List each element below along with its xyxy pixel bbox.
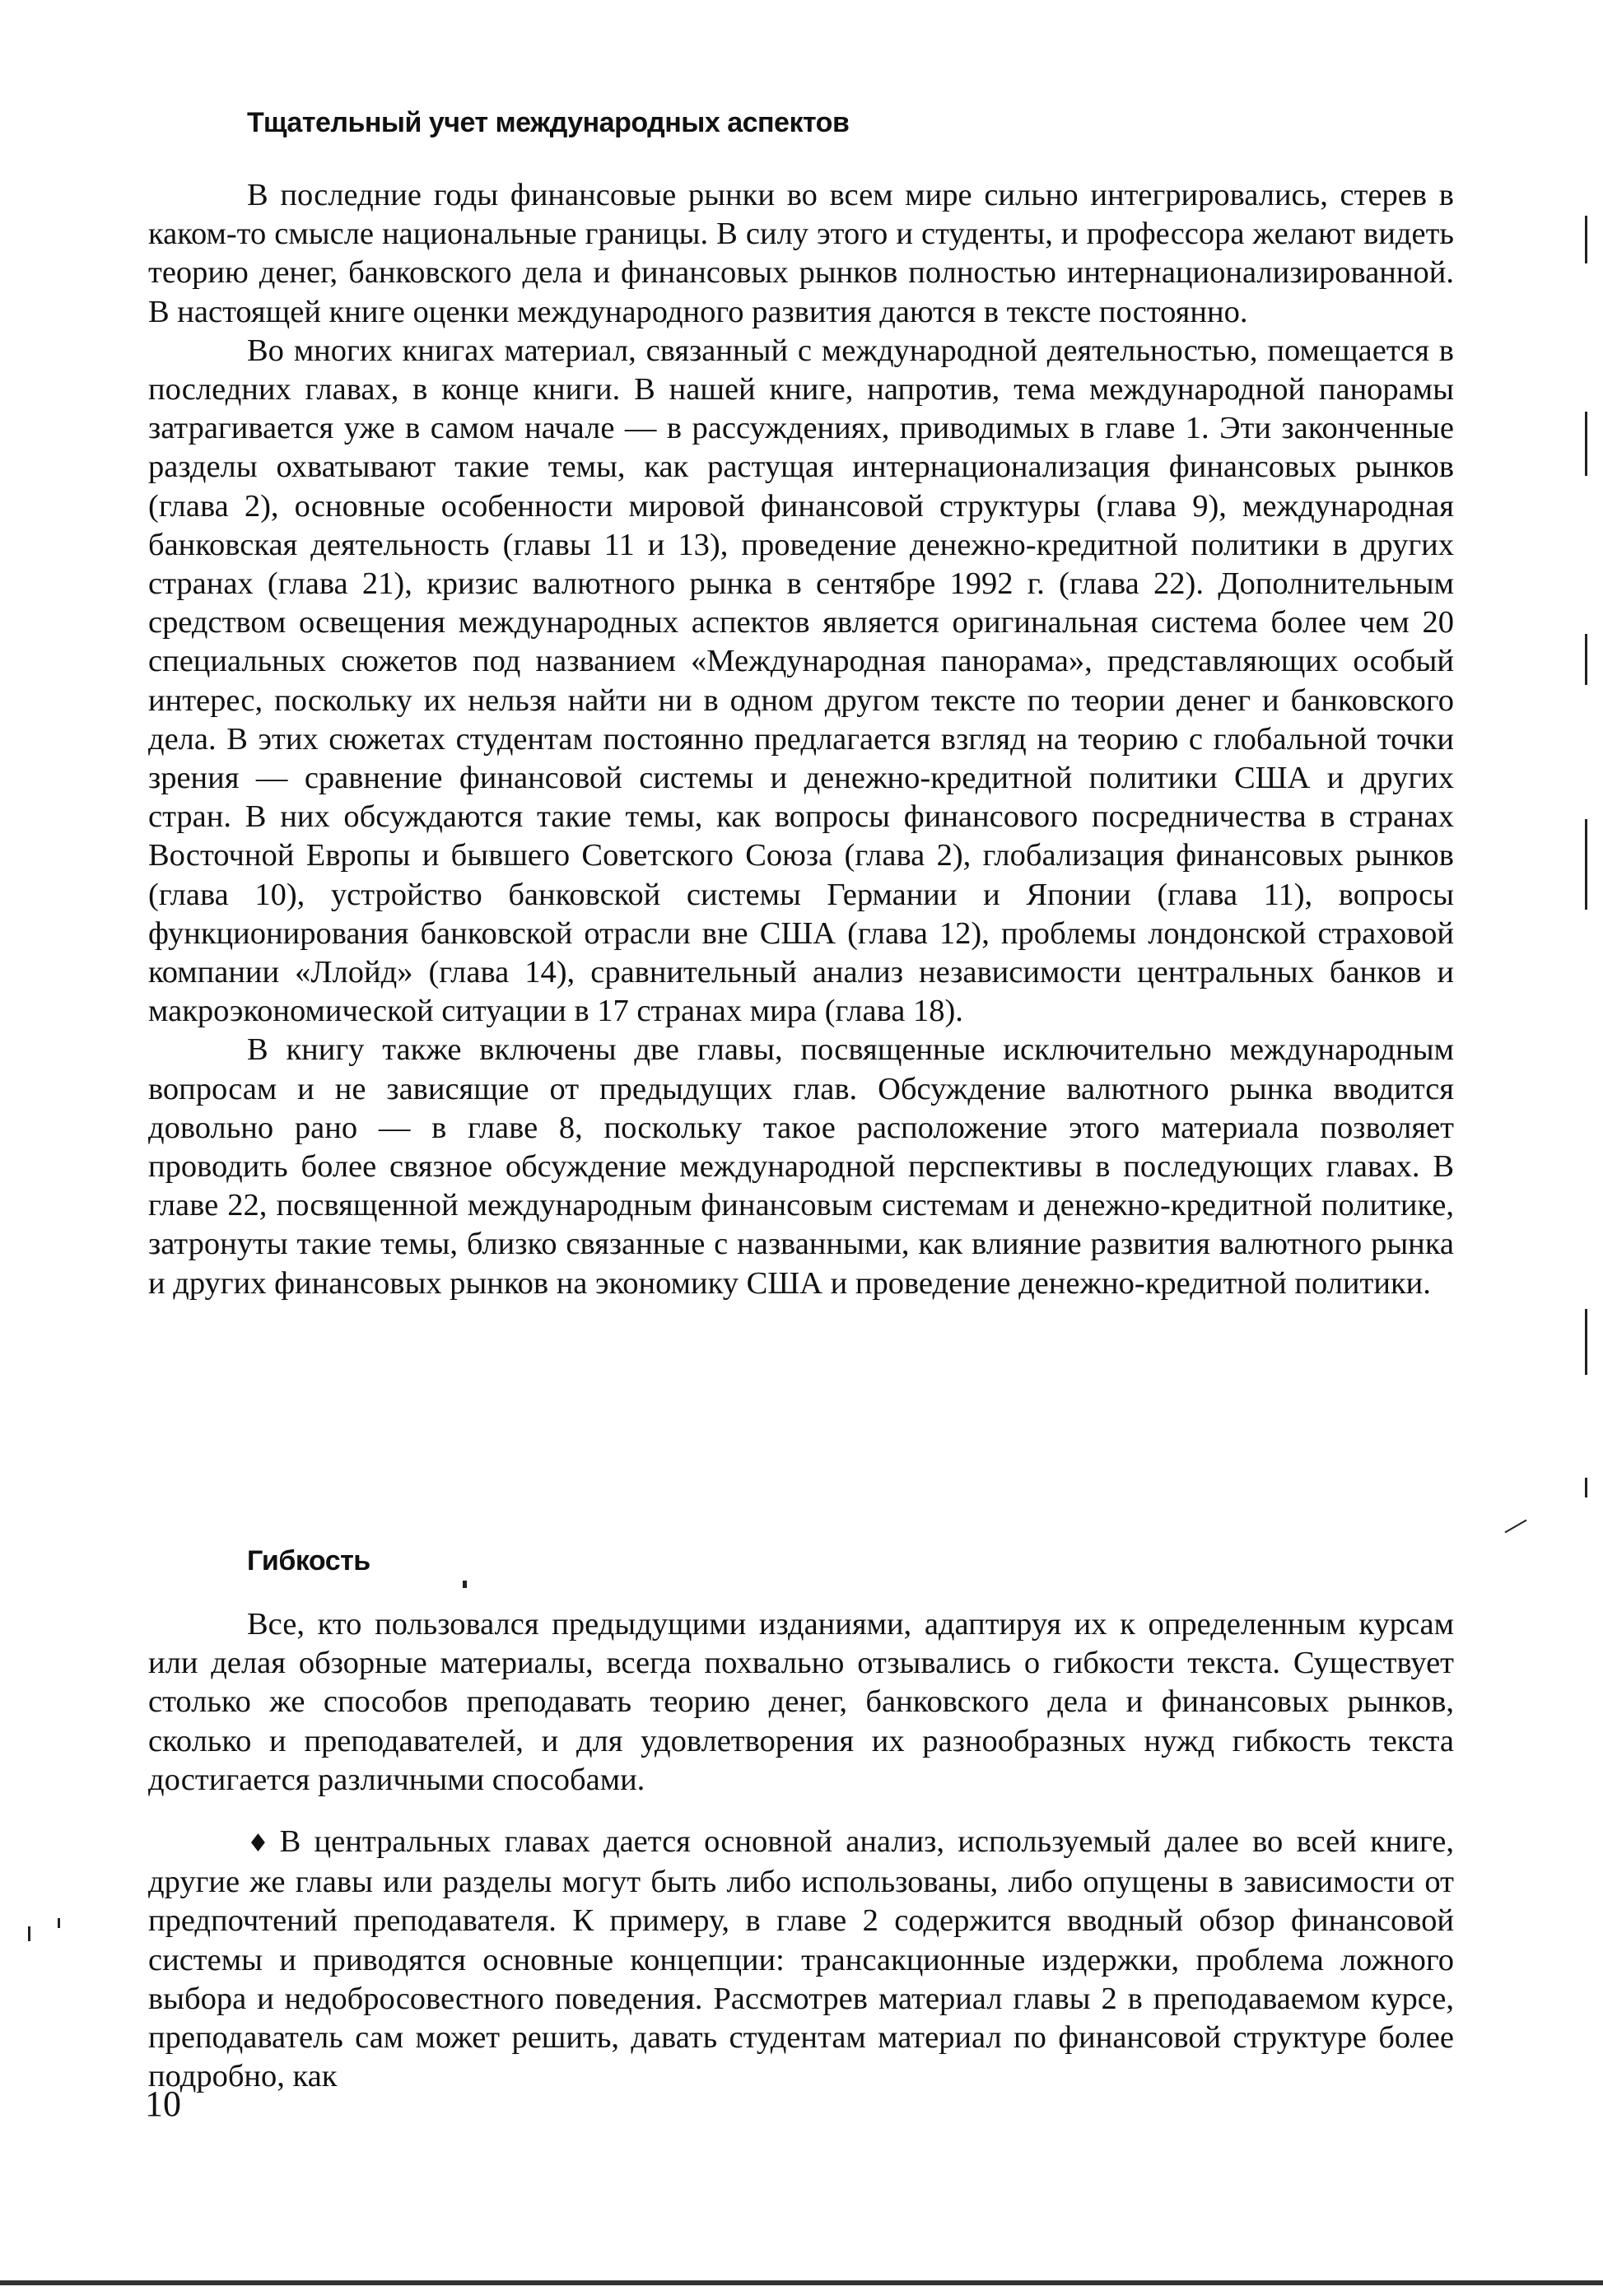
- page-edge-line: [0, 2280, 1603, 2285]
- scan-mark: [1585, 412, 1587, 476]
- paragraph: В книгу также включены две главы, посвященные исключительно международным вопросам и не зависящие от предыдущих глав. Обсуждение валютного рынка вводится довольно рано — в главе 8, поскольку такое расположение этого материала позволяет проводить более связное обсуждение международной перспективы в последующих главах. В главе 22, посвященной международным финансовым системам и денежно-кредитной политике, затронуты такие темы, близко связанные с названными, как влияние развития валютного рынка и других финансовых рынков на экономику США и проведение денежно-кредитной политики.: [148, 1032, 1454, 1301]
- scan-mark: [28, 1926, 30, 1941]
- diamond-bullet-icon: ♦: [247, 1829, 275, 1859]
- section-body-international: [148, 176, 1454, 1303]
- scan-mark: [1585, 1309, 1587, 1375]
- section-heading-flexibility: Гибкость: [247, 1545, 370, 1576]
- paragraph: Во многих книгах материал, связанный с международной деятельностью, помещается в последних главах, в конце книги. В нашей книге, напротив, тема международной панорамы затрагивается уже в самом начале — в рассуждениях, приводимых в главе 1. Эти законченные разделы охватывают такие темы, как растущая интернационализация финансовых рынков (глава 2), основные особенности мировой финансовой структуры (глава 9), международная банковская деятельность (главы 11 и 13), проведение денежно-кредитной политики в других странах (глава 21), кризис валютного рынка в сентябре 1992 г. (глава 22). Дополнительным средством освещения международных аспектов является оригинальная система более чем 20 специальных сюжетов под названием «Международная панорама», представляющих особый интерес, поскольку их нельзя найти ни в одном другом тексте по теории денег и банковского дела. В этих сюжетах студентам постоянно предлагается взгляд на теорию с глобальной точки зрения — сравнение финансовой системы и денежно-кредитной политики США и других стран. В них обсуждаются такие темы, как вопросы финансового посредничества в странах Восточной Европы и бывшего Советского Союза (глава 2), глобализация финансовых рынков (глава 10), устройство банковской системы Германии и Японии (глава 11), вопросы функционирования банковской отрасли вне США (глава 12), проблемы лондонской страховой компании «Ллойд» (глава 14), сравнительный анализ независимости центральных банков и макроэкономической ситуации в 17 странах мира (глава 18).: [148, 333, 1454, 1029]
- scan-mark: [1585, 216, 1587, 263]
- paragraph: Все, кто пользовался предыдущими изданиями, адаптируя их к определенным курсам или делая обзорные материалы, всегда похвально отзывались о гибкости текста. Существует столько же способов преподавать теорию денег, банковского дела и финансовых рынков, сколько и преподавателей, и для удовлетворения их разнообразных нужд гибкость текста достигается различными способами.: [148, 1607, 1454, 1797]
- bullet-paragraph-text: В центральных главах дается основной анализ, используемый далее во всей книге, другие же главы или разделы могут быть либо использованы, либо опущены в зависимости от предпочтений преподавателя. К примеру, в главе 2 содержится вводный обзор финансовой системы и приводятся основные концепции: трансакционные издержки, проблема ложного выбора и недобросовестного поведения. Рассмотрев материал главы 2 в преподаваемом курсе, преподаватель сам может решить, давать студентам материал по финансовой структуре более подробно, как: [148, 1824, 1454, 2094]
- scan-mark: [463, 1581, 467, 1588]
- section-heading-international: Тщательный учет международных аспектов: [247, 107, 850, 138]
- page-number: 10: [145, 2084, 181, 2124]
- paragraph: В последние годы финансовые рынки во всем мире сильно интегрировались, стерев в каком-то смысле национальные границы. В силу этого и студенты, и профессора желают видеть теорию денег, банковского дела и финансовых рынков полностью интернационализированной. В настоящей книге оценки международного развития даются в тексте постоянно.: [148, 178, 1454, 329]
- bullet-paragraph: [148, 1823, 1454, 2096]
- scan-mark: [1585, 634, 1587, 685]
- section-body-flexibility: [148, 1605, 1454, 2096]
- scan-mark: [58, 1918, 60, 1928]
- scan-mark: [1585, 819, 1587, 910]
- scan-mark: [1585, 1478, 1587, 1497]
- scan-mark: [1505, 1520, 1527, 1534]
